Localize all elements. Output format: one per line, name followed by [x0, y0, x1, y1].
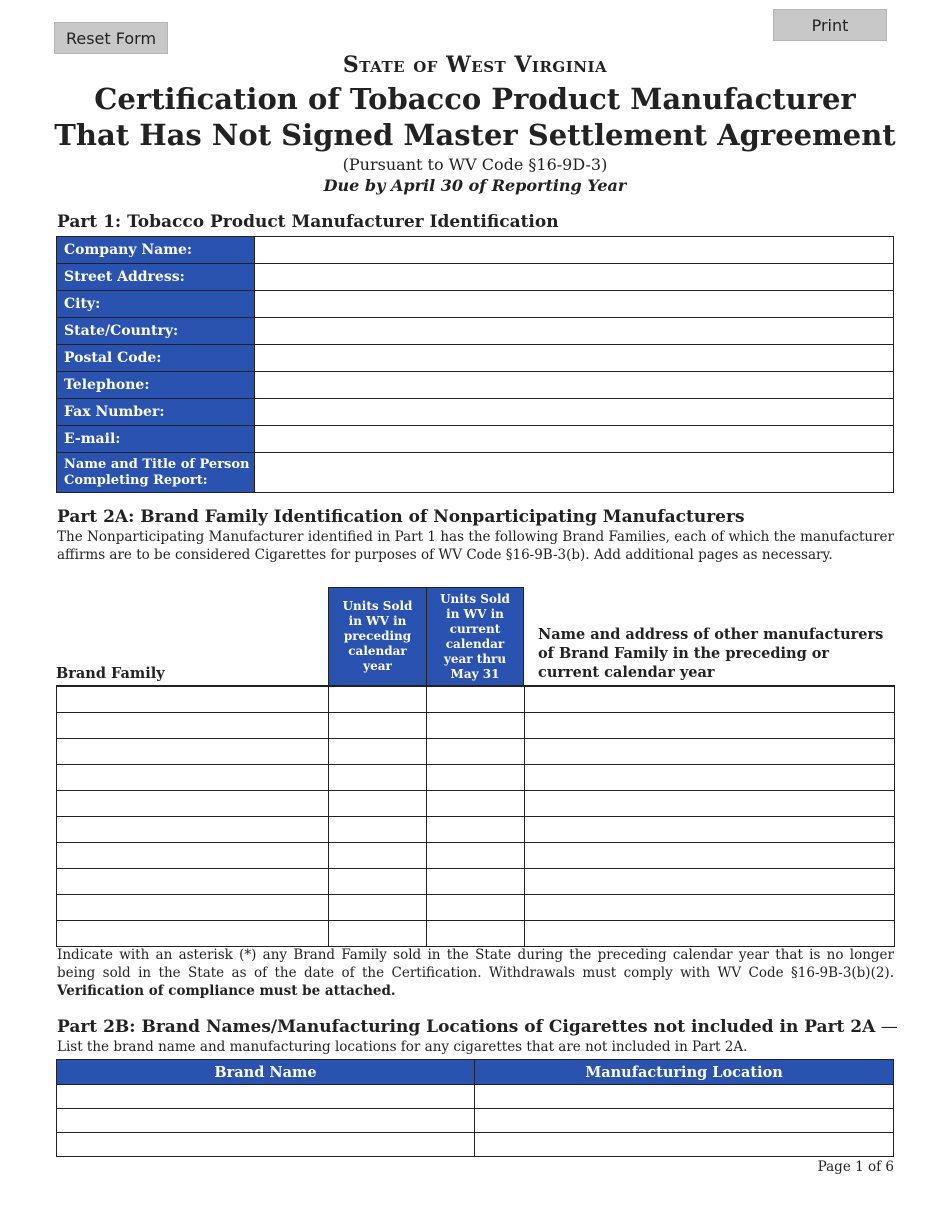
table-row	[57, 687, 894, 713]
part2a-rows	[56, 685, 895, 947]
form-title-line2: That Has Not Signed Master Settlement Agreement	[54, 118, 896, 152]
table-row	[57, 869, 894, 895]
table-row	[57, 739, 894, 765]
part1-table	[56, 236, 894, 493]
units-current-input[interactable]	[427, 687, 525, 712]
part1-field-label: State/Country:	[57, 318, 255, 344]
table-row	[57, 921, 894, 946]
table-row	[57, 895, 894, 921]
other-manufacturers-input[interactable]	[525, 895, 894, 920]
table-row	[57, 1108, 893, 1132]
brand-family-input[interactable]	[57, 687, 329, 712]
other-manufacturers-input[interactable]	[525, 869, 894, 894]
part1-row	[57, 399, 893, 426]
table-row	[57, 1084, 893, 1108]
part1-row	[57, 426, 893, 453]
brand-family-input[interactable]	[57, 817, 329, 842]
part1-field-label: Company Name:	[57, 237, 255, 263]
page-number: Page 1 of 6	[817, 1159, 894, 1175]
units-preceding-input[interactable]	[329, 687, 427, 712]
manufacturing-location-header: Manufacturing Location	[585, 1063, 783, 1081]
units-preceding-input[interactable]	[329, 713, 427, 738]
part2a-table	[56, 587, 895, 947]
brand-name-header: Brand Name	[57, 1060, 475, 1084]
brand-name-input[interactable]	[57, 1085, 475, 1108]
part1-row	[57, 264, 893, 291]
units-current-input[interactable]	[427, 869, 525, 894]
other-manufacturers-header: Name and address of other manufacturers of Brand Family in the preceding or current calendar year	[538, 626, 884, 681]
table-row	[57, 765, 894, 791]
other-manufacturers-input[interactable]	[525, 791, 894, 816]
part1-field-label: E-mail:	[57, 426, 255, 452]
units-preceding-input[interactable]	[329, 817, 427, 842]
brand-family-input[interactable]	[57, 765, 329, 790]
part1-field-input[interactable]	[255, 453, 893, 492]
due-date-note: Due by April 30 of Reporting Year	[323, 176, 627, 195]
part2a-note	[57, 946, 894, 1000]
part1-field-input[interactable]	[255, 318, 893, 344]
part2b-rows	[57, 1084, 893, 1156]
brand-name-input[interactable]	[57, 1109, 475, 1132]
part1-row	[57, 318, 893, 345]
brand-family-input[interactable]	[57, 713, 329, 738]
other-manufacturers-input[interactable]	[525, 713, 894, 738]
part1-field-label: Telephone:	[57, 372, 255, 398]
part2b-title-dash: —	[875, 1017, 898, 1037]
pursuant-note: (Pursuant to WV Code §16-9D-3)	[342, 155, 608, 174]
table-row	[57, 713, 894, 739]
part2a-note-bold: Verification of compliance must be attached.	[57, 983, 396, 999]
units-preceding-input[interactable]	[329, 765, 427, 790]
other-manufacturers-input[interactable]	[525, 817, 894, 842]
print-button[interactable]: Print	[773, 9, 887, 41]
units-current-input[interactable]	[427, 817, 525, 842]
part2b-intro: List the brand name and manufacturing locations for any cigarettes that are not included in Part 2A.	[57, 1039, 748, 1055]
other-manufacturers-input[interactable]	[525, 765, 894, 790]
table-row	[57, 1132, 893, 1156]
part1-field-label: Name and Title of Person Completing Report:	[57, 453, 255, 492]
manufacturing-location-input[interactable]	[475, 1085, 893, 1108]
brand-family-input[interactable]	[57, 921, 329, 946]
table-row	[57, 817, 894, 843]
units-preceding-input[interactable]	[329, 921, 427, 946]
units-preceding-input[interactable]	[329, 739, 427, 764]
units-preceding-input[interactable]	[329, 791, 427, 816]
brand-family-input[interactable]	[57, 869, 329, 894]
brand-family-input[interactable]	[57, 895, 329, 920]
units-preceding-header: Units Sold in WV in preceding calendar year	[328, 587, 426, 685]
part1-field-input[interactable]	[255, 399, 893, 425]
part1-field-label: Postal Code:	[57, 345, 255, 371]
table-row	[57, 791, 894, 817]
part1-field-input[interactable]	[255, 426, 893, 452]
units-current-input[interactable]	[427, 843, 525, 868]
manufacturing-location-input[interactable]	[475, 1133, 893, 1156]
part1-field-input[interactable]	[255, 345, 893, 371]
units-current-input[interactable]	[427, 895, 525, 920]
units-current-input[interactable]	[427, 791, 525, 816]
brand-name-input[interactable]	[57, 1133, 475, 1156]
units-current-input[interactable]	[427, 765, 525, 790]
part1-field-input[interactable]	[255, 237, 893, 263]
brand-family-header: Brand Family	[56, 665, 165, 682]
part1-title: Part 1: Tobacco Product Manufacturer Identification	[57, 212, 559, 232]
units-current-header: Units Sold in WV in current calendar year thru May 31	[426, 587, 524, 685]
units-current-input[interactable]	[427, 739, 525, 764]
other-manufacturers-input[interactable]	[525, 739, 894, 764]
part1-field-label: City:	[57, 291, 255, 317]
units-current-input[interactable]	[427, 713, 525, 738]
part1-field-input[interactable]	[255, 372, 893, 398]
part1-field-input[interactable]	[255, 264, 893, 290]
other-manufacturers-input[interactable]	[525, 687, 894, 712]
manufacturing-location-input[interactable]	[475, 1109, 893, 1132]
brand-family-input[interactable]	[57, 791, 329, 816]
brand-family-input[interactable]	[57, 739, 329, 764]
part1-field-input[interactable]	[255, 291, 893, 317]
other-manufacturers-input[interactable]	[525, 843, 894, 868]
table-row	[57, 843, 894, 869]
other-manufacturers-input[interactable]	[525, 921, 894, 946]
part1-row	[57, 291, 893, 318]
part2b-title	[57, 1017, 898, 1037]
part2a-note-text: Indicate with an asterisk (*) any Brand Family sold in the State during the preceding calendar year that is no longer being sold in the State as of the date of the Certification. Withdrawals must comply with WV Code §16-9B-3(b)(2).	[57, 947, 894, 981]
reset-form-button[interactable]: Reset Form	[54, 22, 168, 54]
part1-field-label: Street Address:	[57, 264, 255, 290]
state-heading: State of West Virginia	[342, 52, 608, 78]
part1-field-label: Fax Number:	[57, 399, 255, 425]
form-title-line1: Certification of Tobacco Product Manufacturer	[94, 82, 856, 116]
units-current-input[interactable]	[427, 921, 525, 946]
part1-row	[57, 345, 893, 372]
part2a-title: Part 2A: Brand Family Identification of Nonparticipating Manufacturers	[57, 507, 745, 527]
units-preceding-input[interactable]	[329, 895, 427, 920]
part1-row	[57, 372, 893, 399]
units-preceding-input[interactable]	[329, 843, 427, 868]
units-preceding-input[interactable]	[329, 869, 427, 894]
brand-family-input[interactable]	[57, 843, 329, 868]
part2a-intro: The Nonparticipating Manufacturer identified in Part 1 has the following Brand Families, each of which the manufacturer affirms are to be considered Cigarettes for purposes of WV Code §16-9B-3(b). Add additional pages as necessary.	[57, 529, 894, 563]
part1-row	[57, 237, 893, 264]
part1-row	[57, 453, 893, 492]
part2b-title-text: Part 2B: Brand Names/Manufacturing Locations of Cigarettes not included in Part 2A	[57, 1017, 876, 1037]
part2b-table	[56, 1059, 894, 1157]
